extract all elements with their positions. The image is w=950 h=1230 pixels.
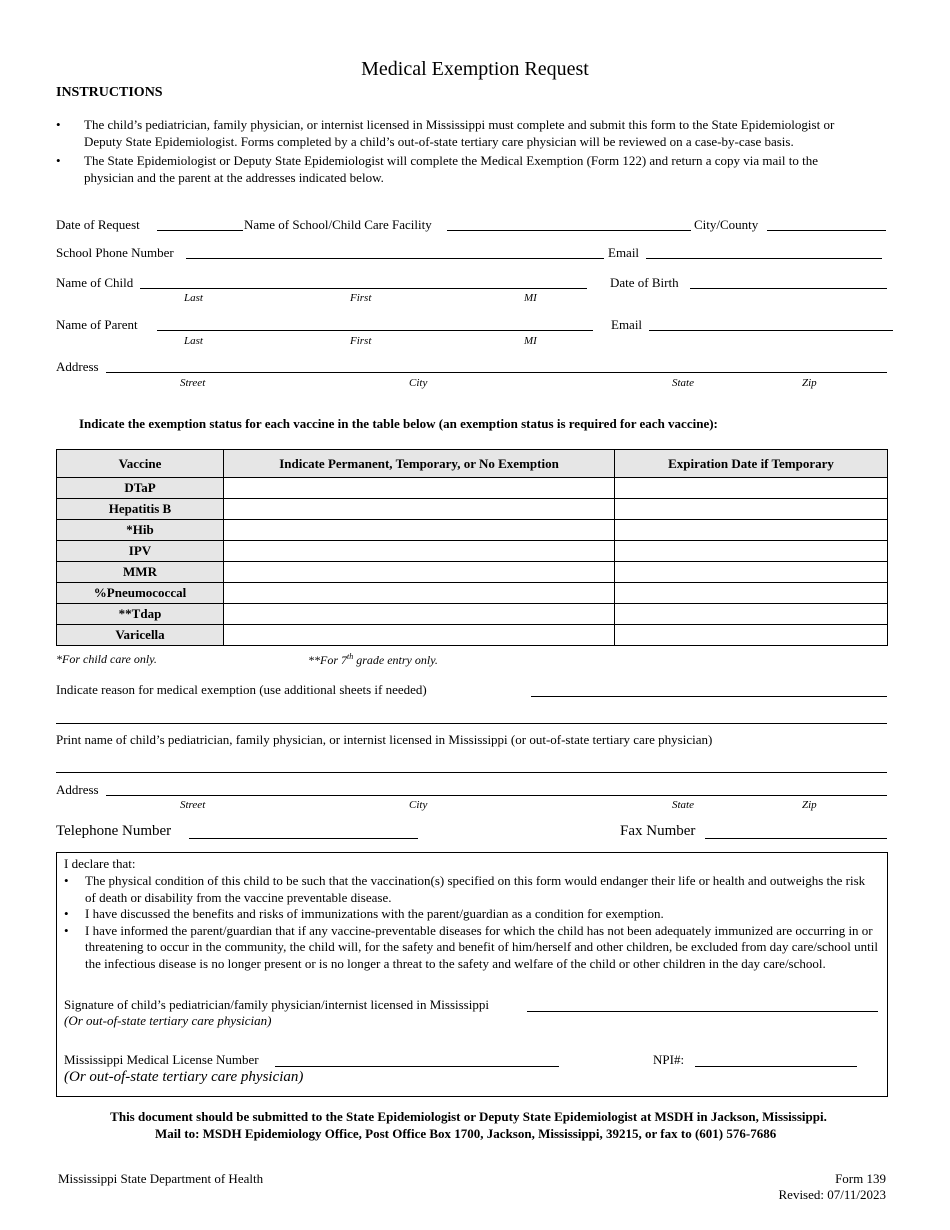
- exemption-cell[interactable]: [224, 625, 615, 646]
- vaccine-name: IPV: [57, 541, 224, 562]
- footnote-child-care: *For child care only.: [56, 652, 157, 666]
- declaration-list: [64, 873, 879, 972]
- physician-address-label: Address: [56, 782, 99, 797]
- signature-label: Signature of child’s pediatrician/family physician/internist licensed in Mississippi: [64, 997, 489, 1012]
- exemption-cell[interactable]: [224, 604, 615, 625]
- sub-zip: Zip: [802, 799, 817, 811]
- declaration-box: [56, 852, 888, 1097]
- telephone-field[interactable]: [189, 838, 418, 839]
- reason-field-2[interactable]: [56, 723, 887, 724]
- instructions-heading: INSTRUCTIONS: [56, 85, 163, 100]
- sub-city: City: [409, 377, 428, 389]
- child-name-field[interactable]: [140, 288, 587, 289]
- city-county-field[interactable]: [767, 230, 886, 231]
- exemption-cell[interactable]: [224, 499, 615, 520]
- table-row: [57, 541, 888, 562]
- table-row: [57, 478, 888, 499]
- footnote-grade-suffix: grade entry only.: [353, 653, 438, 667]
- sub-mi: MI: [524, 335, 537, 347]
- vaccine-name: *Hib: [57, 520, 224, 541]
- city-county-label: City/County: [694, 217, 759, 232]
- declaration-item: • The physical condition of this child to be such that the vaccination(s) specified on this form would endanger their life or health and outweighs the risk of death or disability from the vaccine preventable disease.: [64, 873, 879, 906]
- expiration-cell[interactable]: [615, 625, 888, 646]
- physician-name-field[interactable]: [56, 772, 887, 773]
- expiration-cell[interactable]: [615, 541, 888, 562]
- table-row: [57, 583, 888, 604]
- submission-line-1: This document should be submitted to the State Epidemiologist or Deputy State Epidemiologist at MSDH in Jackson, Mississippi.: [110, 1109, 827, 1124]
- sub-first: First: [350, 292, 372, 304]
- sub-first: First: [350, 335, 372, 347]
- vaccine-name: DTaP: [57, 478, 224, 499]
- footnote-grade-prefix: **For 7: [308, 653, 347, 667]
- school-email-label: Email: [608, 245, 640, 260]
- footnote-grade-sup: th: [347, 652, 354, 661]
- sub-zip: Zip: [802, 377, 817, 389]
- date-of-request-field[interactable]: [157, 230, 243, 231]
- parent-name-label: Name of Parent: [56, 317, 138, 332]
- expiration-cell[interactable]: [615, 478, 888, 499]
- col-header-vaccine: Vaccine: [57, 450, 224, 478]
- sub-street: Street: [180, 377, 206, 389]
- physician-name-label: Print name of child’s pediatrician, family physician, or internist licensed in Mississippi (or out-of-state tertiary care physician): [56, 732, 713, 747]
- expiration-cell[interactable]: [615, 499, 888, 520]
- dob-label: Date of Birth: [610, 275, 679, 290]
- declaration-item: • I have discussed the benefits and risks of immunizations with the parent/guardian as a condition for exemption.: [64, 906, 879, 923]
- school-name-label: Name of School/Child Care Facility: [244, 217, 432, 232]
- signature-field[interactable]: [527, 1011, 878, 1012]
- vaccine-name: %Pneumococcal: [57, 583, 224, 604]
- sub-state: State: [672, 377, 694, 389]
- child-name-label: Name of Child: [56, 275, 134, 290]
- expiration-cell[interactable]: [615, 520, 888, 541]
- reason-field[interactable]: [531, 696, 887, 697]
- exemption-cell[interactable]: [224, 562, 615, 583]
- instructions-list: [56, 116, 856, 188]
- sub-state: State: [672, 799, 694, 811]
- footer-form: Form 139: [835, 1171, 886, 1186]
- school-email-field[interactable]: [646, 258, 882, 259]
- sub-last: Last: [184, 292, 203, 304]
- table-intro: Indicate the exemption status for each vaccine in the table below (an exemption status is required for each vaccine):: [79, 416, 718, 431]
- declaration-item: • I have informed the parent/guardian that if any vaccine-preventable diseases for which the child has not been adequately immunized are occurring in or threatening to occur in the community, the child will, for the safety and benefit of him/herself and other children, be excluded from day care/school until the infectious disease is no longer present or is no longer a threat to the safety and welfare of the child or other children in the day care/school.: [64, 923, 879, 973]
- vaccine-name: MMR: [57, 562, 224, 583]
- exemption-cell[interactable]: [224, 478, 615, 499]
- expiration-cell[interactable]: [615, 562, 888, 583]
- table-row: [57, 499, 888, 520]
- declaration-intro: I declare that:: [64, 856, 136, 871]
- parent-email-label: Email: [611, 317, 643, 332]
- instruction-item: • The State Epidemiologist or Deputy State Epidemiologist will complete the Medical Exemption (Form 122) and return a copy via mail to the physician and the parent at the addresses indicated below.: [56, 152, 856, 186]
- vaccine-name: Hepatitis B: [57, 499, 224, 520]
- table-row: [57, 625, 888, 646]
- footnote-grade: [308, 652, 438, 668]
- instruction-item: • The child’s pediatrician, family physician, or internist licensed in Mississippi must complete and submit this form to the State Epidemiologist or Deputy State Epidemiologist. Forms completed by a child’s out-of-state tertiary care physician will be reviewed on a case-by-case basis.: [56, 116, 856, 150]
- exemption-cell[interactable]: [224, 520, 615, 541]
- table-row: [57, 520, 888, 541]
- vaccine-name: **Tdap: [57, 604, 224, 625]
- license-field[interactable]: [275, 1066, 559, 1067]
- npi-field[interactable]: [695, 1066, 857, 1067]
- fax-label: Fax Number: [620, 823, 696, 839]
- col-header-expiration: Expiration Date if Temporary: [615, 450, 888, 478]
- page-title: Medical Exemption Request: [361, 58, 589, 80]
- signature-sub: (Or out-of-state tertiary care physician): [64, 1013, 272, 1028]
- license-sub: (Or out-of-state tertiary care physician): [64, 1069, 304, 1085]
- expiration-cell[interactable]: [615, 604, 888, 625]
- col-header-exemption: Indicate Permanent, Temporary, or No Exemption: [224, 450, 615, 478]
- footer-revised: Revised: 07/11/2023: [778, 1187, 886, 1202]
- sub-mi: MI: [524, 292, 537, 304]
- vaccine-name: Varicella: [57, 625, 224, 646]
- expiration-cell[interactable]: [615, 583, 888, 604]
- address-label: Address: [56, 359, 99, 374]
- sub-last: Last: [184, 335, 203, 347]
- school-name-field[interactable]: [447, 230, 691, 231]
- parent-email-field[interactable]: [649, 330, 893, 331]
- sub-street: Street: [180, 799, 206, 811]
- physician-address-field[interactable]: [106, 795, 887, 796]
- footer-org: Mississippi State Department of Health: [58, 1171, 264, 1186]
- fax-field[interactable]: [705, 838, 887, 839]
- table-row: [57, 604, 888, 625]
- vaccine-table: [56, 449, 888, 646]
- school-phone-label: School Phone Number: [56, 245, 174, 260]
- exemption-cell[interactable]: [224, 583, 615, 604]
- school-phone-field[interactable]: [186, 258, 604, 259]
- table-row: [57, 562, 888, 583]
- license-label: Mississippi Medical License Number: [64, 1052, 259, 1067]
- address-field[interactable]: [106, 372, 887, 373]
- npi-label: NPI#:: [653, 1052, 685, 1067]
- submission-line-2: Mail to: MSDH Epidemiology Office, Post Office Box 1700, Jackson, Mississippi, 39215, or fax to (601) 576-7686: [155, 1126, 777, 1141]
- dob-field[interactable]: [690, 288, 887, 289]
- reason-label: Indicate reason for medical exemption (use additional sheets if needed): [56, 682, 427, 697]
- date-of-request-label: Date of Request: [56, 217, 140, 232]
- telephone-label: Telephone Number: [56, 823, 172, 839]
- exemption-cell[interactable]: [224, 541, 615, 562]
- parent-name-field[interactable]: [157, 330, 593, 331]
- sub-city: City: [409, 799, 428, 811]
